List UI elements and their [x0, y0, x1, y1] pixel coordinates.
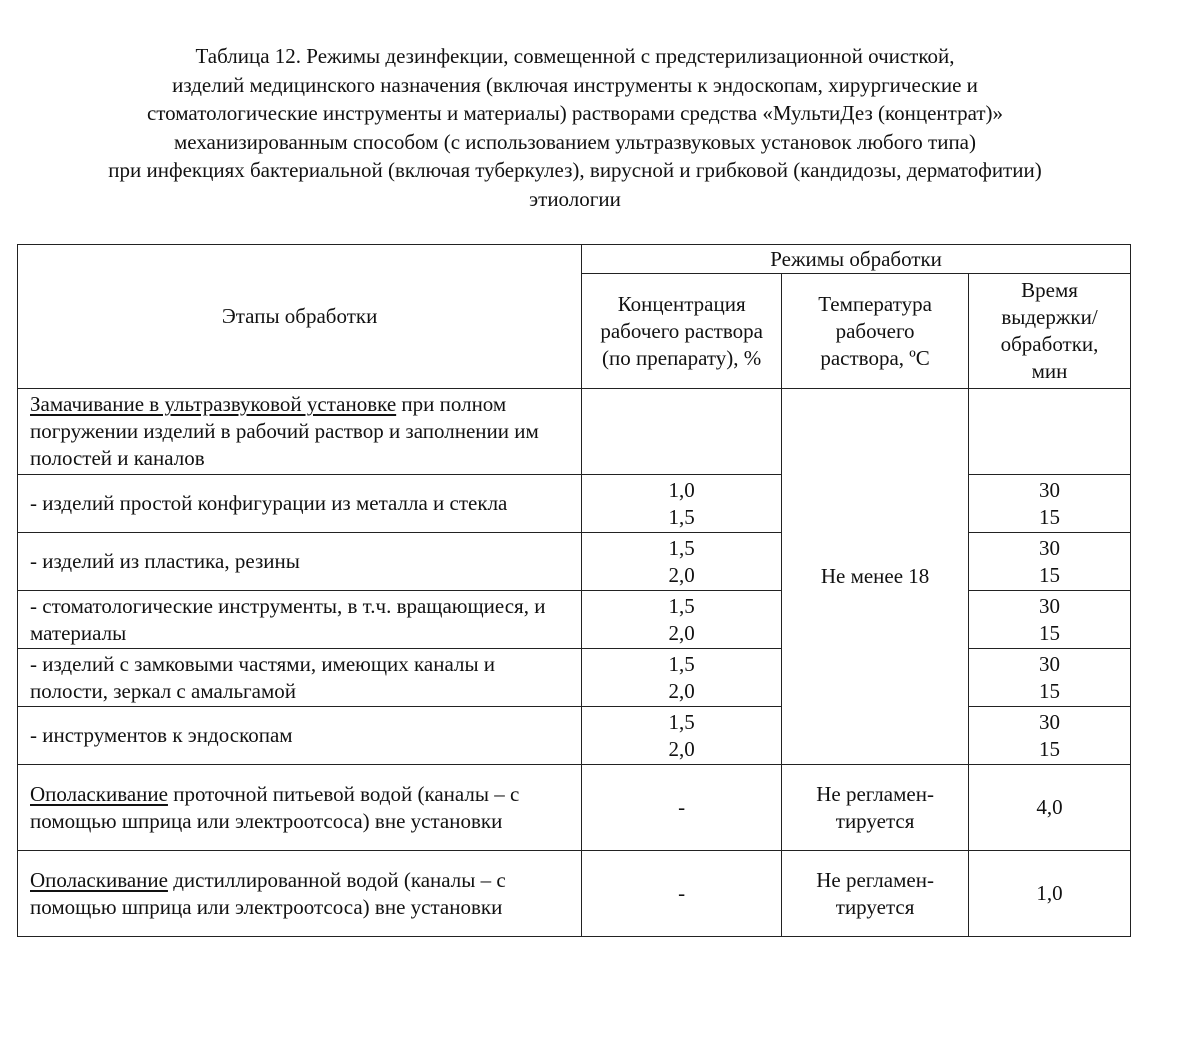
- rinse-tap-title-underlined: Ополаскивание: [30, 781, 168, 806]
- caption-line: стоматологические инструменты и материалы) растворами средства «МультиДез (концентрат)»: [146, 101, 1004, 126]
- table-row-label: - изделий простой конфигурации из металла и стекла: [18, 475, 582, 533]
- caption-line: Таблица 12. Режимы дезинфекции, совмещенной с предстерилизационной очисткой,: [195, 44, 955, 68]
- conc-value: 1,5: [668, 504, 695, 529]
- rinse-distilled-temperature: Не регламен- тируется: [782, 851, 969, 937]
- time-value: 15: [1039, 504, 1061, 529]
- header-time: Время выдержки/ обработки, мин: [969, 274, 1131, 389]
- soak-stage-cell: [18, 389, 582, 475]
- conc-value: 1,5: [668, 593, 695, 618]
- time-value: 30: [1039, 477, 1061, 502]
- rinse-tap-concentration: -: [582, 765, 782, 851]
- rinse-distilled-concentration: -: [582, 851, 782, 937]
- conc-value: 1,5: [668, 651, 695, 676]
- table-row-label: - инструментов к эндоскопам: [18, 707, 582, 765]
- table-row-label: - изделий из пластика, резины: [18, 533, 582, 591]
- rinse-tap-time: 4,0: [969, 765, 1131, 851]
- rinse-distilled-title-rest: дистиллированной водой (каналы – с помощью шприца или электроотсоса) вне установки: [30, 867, 506, 919]
- table-caption: [0, 42, 1150, 214]
- concentration-cell: [582, 591, 782, 649]
- concentration-cell: [582, 533, 782, 591]
- conc-value: 1,0: [668, 477, 695, 502]
- header-concentration: Концентрация рабочего раствора (по препарату), %: [582, 274, 782, 389]
- time-cell: [969, 649, 1131, 707]
- rinse-distilled-stage-cell: [18, 851, 582, 937]
- rinse-tap-stage-cell: [18, 765, 582, 851]
- time-value: 30: [1039, 651, 1061, 676]
- time-cell: [969, 475, 1131, 533]
- header-modes: Режимы обработки: [582, 245, 1131, 274]
- soak-title-rest: при полном погружении изделий в рабочий раствор и заполнении им полостей и каналов: [30, 392, 539, 470]
- rinse-tap-temperature: Не регламен- тируется: [782, 765, 969, 851]
- conc-value: 1,5: [668, 709, 695, 734]
- time-value: 15: [1039, 736, 1061, 761]
- caption-line: при инфекциях бактериальной (включая туберкулез), вирусной и грибковой (кандидозы, дерматофитии): [108, 158, 1042, 183]
- concentration-cell: [582, 707, 782, 765]
- conc-value: 2,0: [668, 562, 695, 587]
- header-stages: Этапы обработки: [18, 245, 582, 389]
- concentration-cell: [582, 475, 782, 533]
- time-value: 30: [1039, 593, 1061, 618]
- rinse-tap-title-rest: проточной питьевой водой (каналы – с помощью шприца или электроотсоса) вне установки: [30, 781, 520, 833]
- time-value: 15: [1039, 620, 1061, 645]
- header-temperature: Температура рабочего раствора, ºС: [782, 274, 969, 389]
- conc-value: 2,0: [668, 736, 695, 761]
- time-value: 30: [1039, 535, 1061, 560]
- caption-line: этиологии: [529, 186, 621, 211]
- time-value: 30: [1039, 709, 1061, 734]
- table-row-label: - стоматологические инструменты, в т.ч. вращающиеся, и материалы: [18, 591, 582, 649]
- time-value: 15: [1039, 678, 1061, 703]
- rinse-distilled-time: 1,0: [969, 851, 1131, 937]
- time-cell: [969, 707, 1131, 765]
- time-value: 15: [1039, 562, 1061, 587]
- rinse-distilled-title-underlined: Ополаскивание: [30, 867, 168, 892]
- soak-title-underlined: Замачивание в ультразвуковой установке: [30, 392, 397, 416]
- caption-line: изделий медицинского назначения (включая инструменты к эндоскопам, хирургические и: [172, 72, 978, 97]
- empty-cell: [969, 389, 1131, 475]
- concentration-cell: [582, 649, 782, 707]
- soak-temperature: Не менее 18: [782, 389, 969, 765]
- caption-line: механизированным способом (с использованием ультразвуковых установок любого типа): [174, 129, 976, 154]
- conc-value: 1,5: [668, 535, 695, 560]
- empty-cell: [582, 389, 782, 475]
- time-cell: [969, 533, 1131, 591]
- time-cell: [969, 591, 1131, 649]
- conc-value: 2,0: [668, 678, 695, 703]
- table-row-label: - изделий с замковыми частями, имеющих каналы и полости, зеркал с амальгамой: [18, 649, 582, 707]
- disinfection-modes-table: [17, 244, 1131, 937]
- conc-value: 2,0: [668, 620, 695, 645]
